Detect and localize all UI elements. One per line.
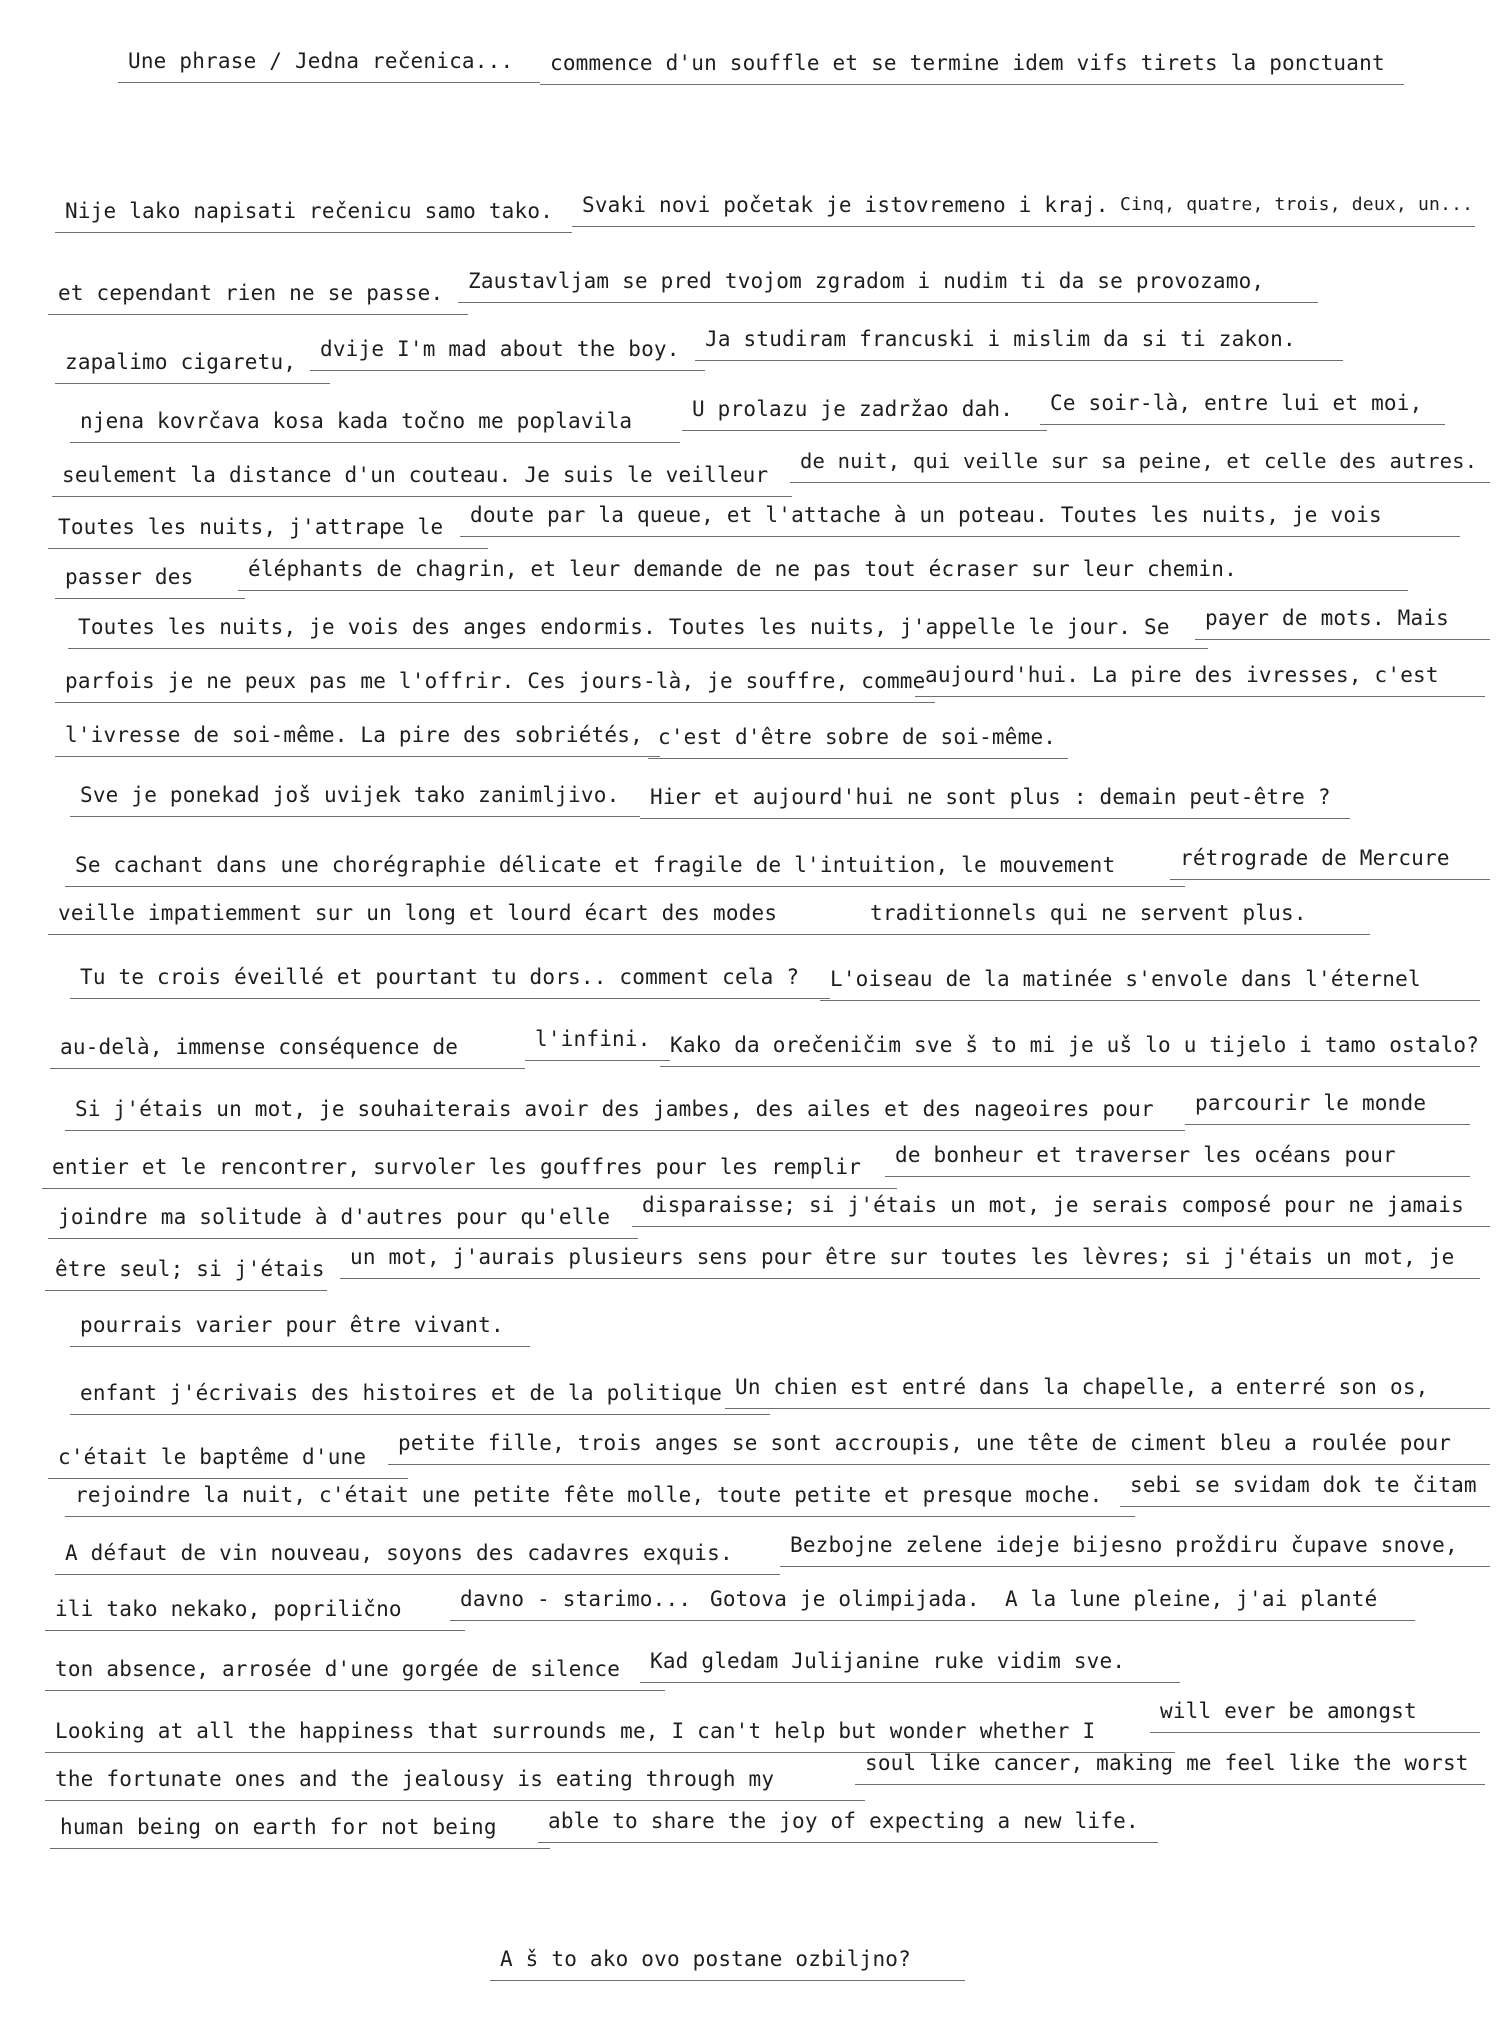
text-fragment: U prolazu je zadržao dah.	[682, 394, 1047, 431]
text-fragment: au-delà, immense conséquence de	[50, 1032, 525, 1069]
text-fragment: A la lune pleine, j'ai planté	[995, 1584, 1415, 1621]
text-fragment: joindre ma solitude à d'autres pour qu'elle	[48, 1202, 638, 1239]
text-fragment: njena kovrčava kosa kada točno me poplavila	[70, 406, 680, 443]
text-fragment: Kako da orečeničim sve š to mi je uš lo u tijelo i tamo ostalo?	[660, 1030, 1480, 1067]
text-fragment: enfant j'écrivais des histoires et de la politique	[70, 1378, 770, 1415]
text-fragment: entier et le rencontrer, survoler les gouffres pour les remplir	[42, 1152, 897, 1189]
text-fragment: Cinq, quatre, trois, deux, un...	[1110, 190, 1475, 227]
text-fragment: Zaustavljam se pred tvojom zgradom i nudim ti da se provozamo,	[458, 266, 1318, 303]
text-fragment: traditionnels qui ne servent plus.	[860, 898, 1370, 935]
text-fragment: Nije lako napisati rečenicu samo tako.	[55, 196, 572, 233]
text-fragment: c'était le baptême d'une	[48, 1442, 408, 1479]
text-fragment: petite fille, trois anges se sont accroupis, une tête de ciment bleu a roulée pour	[388, 1428, 1490, 1465]
text-fragment: parcourir le monde	[1185, 1088, 1470, 1125]
text-fragment: Bezbojne zelene ideje bijesno proždiru čupave snove,	[780, 1530, 1490, 1567]
text-fragment: éléphants de chagrin, et leur demande de ne pas tout écraser sur leur chemin.	[238, 554, 1408, 591]
text-fragment: dvije I'm mad about the boy.	[310, 334, 705, 371]
text-fragment: pourrais varier pour être vivant.	[70, 1310, 530, 1347]
text-fragment: doute par la queue, et l'attache à un poteau. Toutes les nuits, je vois	[460, 500, 1460, 537]
text-fragment: Si j'étais un mot, je souhaiterais avoir des jambes, des ailes et des nageoires pour	[65, 1094, 1185, 1131]
text-fragment: l'infini.	[525, 1024, 670, 1061]
text-fragment: Se cachant dans une chorégraphie délicate et fragile de l'intuition, le mouvement	[65, 850, 1185, 887]
text-fragment: de nuit, qui veille sur sa peine, et celle des autres.	[790, 446, 1490, 483]
text-fragment: will ever be amongst	[1150, 1696, 1480, 1733]
text-fragment: davno - starimo...	[450, 1584, 700, 1621]
text-fragment: un mot, j'aurais plusieurs sens pour être sur toutes les lèvres; si j'étais un mot, je	[340, 1242, 1480, 1279]
text-fragment: être seul; si j'étais	[45, 1254, 327, 1291]
text-fragment: ili tako nekako, poprilično	[45, 1594, 465, 1631]
text-fragment: human being on earth for not being	[50, 1812, 550, 1849]
text-fragment: c'est d'être sobre de soi-même.	[648, 722, 1068, 759]
text-fragment: Kad gledam Julijanine ruke vidim sve.	[640, 1646, 1180, 1683]
text-fragment: sebi se svidam dok te čitam	[1120, 1470, 1490, 1507]
text-fragment: Sve je ponekad još uvijek tako zanimljivo.	[70, 780, 640, 817]
text-fragment: et cependant rien ne se passe.	[48, 278, 468, 315]
text-fragment: l'ivresse de soi-même. La pire des sobriétés,	[55, 720, 660, 757]
text-fragment: soul like cancer, making me feel like the worst	[855, 1748, 1485, 1785]
text-fragment: L'oiseau de la matinée s'envole dans l'éternel	[820, 964, 1480, 1001]
text-fragment: Ja studiram francuski i mislim da si ti zakon.	[695, 324, 1343, 361]
text-fragment: Hier et aujourd'hui ne sont plus : demain peut-être ?	[640, 782, 1350, 819]
text-fragment: zapalimo cigaretu,	[55, 347, 330, 384]
text-fragment: payer de mots. Mais	[1195, 603, 1490, 640]
text-fragment: seulement la distance d'un couteau. Je suis le veilleur	[52, 460, 792, 497]
text-fragment: Une phrase / Jedna rečenica...	[118, 46, 540, 83]
text-fragment: passer des	[55, 562, 245, 599]
text-fragment: parfois je ne peux pas me l'offrir. Ces jours-là, je souffre, comme	[55, 666, 935, 703]
text-fragment: Gotova je olimpijada.	[700, 1584, 1005, 1621]
text-fragment: Ce soir-là, entre lui et moi,	[1040, 388, 1445, 425]
text-fragment: disparaisse; si j'étais un mot, je serais composé pour ne jamais	[632, 1190, 1490, 1227]
text-fragment: Toutes les nuits, j'attrape le	[48, 512, 488, 549]
text-fragment: Tu te crois éveillé et pourtant tu dors.. comment cela ?	[70, 962, 830, 999]
text-fragment: Svaki novi početak je istovremeno i kraj.	[572, 190, 1132, 227]
text-fragment: Un chien est entré dans la chapelle, a enterré son os,	[725, 1372, 1490, 1409]
text-fragment: Toutes les nuits, je vois des anges endormis. Toutes les nuits, j'appelle le jour. Se	[68, 612, 1208, 649]
text-fragment: de bonheur et traverser les océans pour	[885, 1140, 1470, 1177]
text-fragment: aujourd'hui. La pire des ivresses, c'est	[915, 660, 1485, 697]
text-fragment: commence d'un souffle et se termine idem vifs tirets la ponctuant	[540, 48, 1404, 85]
text-fragment: A š to ako ovo postane ozbiljno?	[490, 1944, 965, 1981]
text-fragment: A défaut de vin nouveau, soyons des cadavres exquis.	[55, 1538, 780, 1575]
text-fragment: the fortunate ones and the jealousy is eating through my	[45, 1764, 865, 1801]
text-fragment: rejoindre la nuit, c'était une petite fête molle, toute petite et presque moche.	[65, 1480, 1135, 1517]
text-fragment: able to share the joy of expecting a new life.	[538, 1806, 1158, 1843]
text-fragment: ton absence, arrosée d'une gorgée de silence	[45, 1654, 665, 1691]
text-fragment: rétrograde de Mercure	[1170, 843, 1490, 880]
text-fragment: Looking at all the happiness that surrounds me, I can't help but wonder whether I	[45, 1716, 1175, 1753]
text-fragment: veille impatiemment sur un long et lourd écart des modes	[48, 898, 868, 935]
